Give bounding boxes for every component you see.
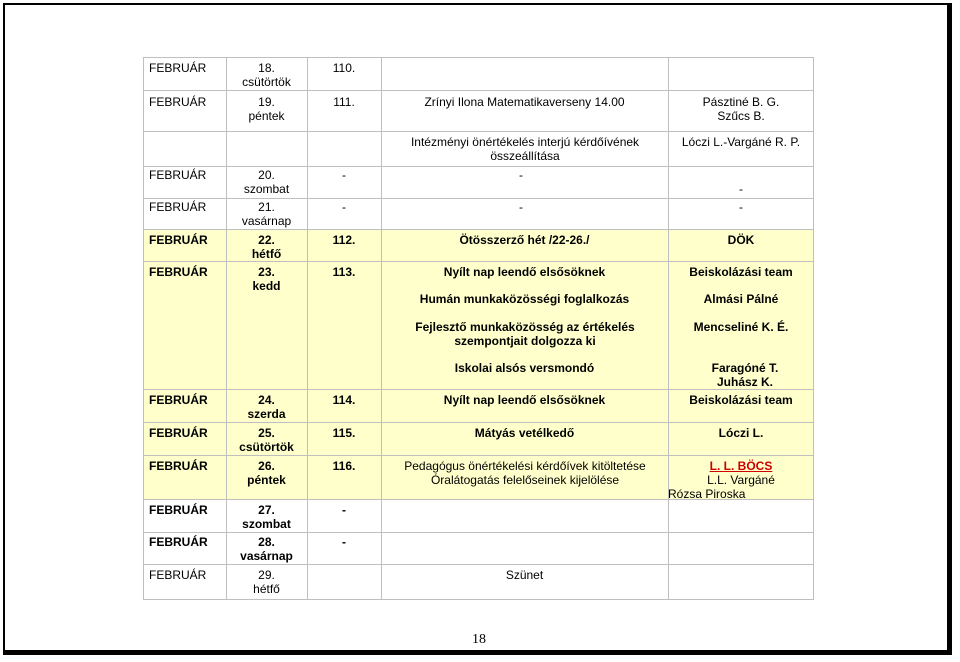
event-number: - — [342, 535, 346, 549]
event-text: Ötösszerző hét /22-26./ — [459, 233, 590, 247]
event-text: Humán munkaközösségi foglalkozás — [419, 292, 630, 306]
row-divider — [143, 389, 814, 390]
responsible-text: L.L. Vargáné — [707, 473, 775, 487]
event-text: Intézményi önértékelés interjú kérdőívének összeállítása — [410, 135, 640, 163]
weekday-cell: csütörtök — [239, 440, 294, 454]
event-number: - — [342, 168, 346, 182]
event-text: Szünet — [505, 568, 544, 582]
weekday-cell: szombat — [243, 182, 290, 196]
responsible-text: DÖK — [727, 233, 755, 247]
day-cell: 20. — [258, 168, 275, 182]
day-cell: 21. — [258, 200, 275, 214]
responsible-text: - — [739, 182, 743, 196]
event-number: 113. — [332, 265, 356, 279]
event-number: 114. — [332, 393, 356, 407]
month-cell: FEBRUÁR — [149, 233, 208, 247]
weekday-cell: szombat — [242, 517, 291, 531]
month-cell: FEBRUÁR — [149, 568, 207, 582]
responsible-text: L. L. BÖCS — [709, 459, 773, 473]
event-text: Iskolai alsós versmondó — [454, 361, 595, 375]
row-divider — [143, 455, 814, 456]
responsible-text: Lóczi L.-Vargáné R. P. — [681, 135, 801, 149]
row-divider — [143, 166, 814, 167]
month-cell: FEBRUÁR — [149, 95, 207, 109]
responsible-text: Szűcs B. — [717, 109, 765, 123]
day-cell: 26. — [258, 459, 275, 473]
month-cell: FEBRUÁR — [149, 168, 207, 182]
event-text: Pedagógus önértékelési kérdőívek kitöltetése Óralátogatás felelőseinek kijelölése — [404, 459, 646, 487]
event-number: - — [342, 503, 346, 517]
row-divider — [143, 90, 814, 91]
row-divider — [143, 198, 814, 199]
weekday-cell: kedd — [252, 279, 281, 293]
responsible-text: Beiskolázási team — [689, 393, 793, 407]
day-cell: 23. — [258, 265, 275, 279]
weekday-cell: hétfő — [253, 582, 280, 596]
row-divider — [143, 229, 814, 230]
page-number: 18 — [472, 632, 486, 647]
event-number: 116. — [332, 459, 356, 473]
event-number: 115. — [332, 426, 356, 440]
event-number: 112. — [332, 233, 356, 247]
month-cell: FEBRUÁR — [149, 535, 208, 549]
row-divider — [143, 261, 814, 262]
responsible-text: Mencseliné K. É. — [693, 320, 789, 334]
month-cell: FEBRUÁR — [149, 61, 207, 75]
responsible-text: Beiskolázási team — [689, 265, 793, 279]
row-divider — [143, 422, 814, 423]
day-cell: 28. — [258, 535, 275, 549]
month-cell: FEBRUÁR — [149, 200, 207, 214]
event-text: Mátyás vetélkedő — [474, 426, 575, 440]
weekday-cell: péntek — [248, 109, 285, 123]
month-cell: FEBRUÁR — [149, 393, 208, 407]
day-cell: 27. — [258, 503, 275, 517]
responsible-text: Almási Pálné — [703, 292, 779, 306]
day-cell: 18. — [258, 61, 275, 75]
column-divider — [381, 57, 382, 600]
weekday-cell: csütörtök — [242, 75, 291, 89]
row-divider — [143, 564, 814, 565]
day-cell: 25. — [258, 426, 275, 440]
responsible-text: Pásztiné B. G. — [702, 95, 780, 109]
day-cell: 24. — [258, 393, 275, 407]
row-divider — [143, 532, 814, 533]
weekday-cell: vasárnap — [241, 214, 292, 228]
event-number: - — [342, 200, 346, 214]
weekday-cell: szerda — [247, 407, 286, 421]
weekday-cell: hétfő — [251, 247, 282, 261]
month-cell: FEBRUÁR — [149, 426, 208, 440]
month-cell: FEBRUÁR — [149, 503, 208, 517]
responsible-text: Rózsa Piroska — [668, 487, 746, 501]
month-cell: FEBRUÁR — [149, 459, 208, 473]
event-text: Zrínyi Ilona Matematikaverseny 14.00 — [424, 95, 625, 109]
column-divider — [307, 57, 308, 600]
row-divider — [143, 131, 814, 132]
event-text: Fejlesztő munkaközösség az értékelés szempontjait dolgozza ki — [415, 320, 635, 348]
responsible-text: Faragóné T. Juhász K. — [711, 361, 779, 389]
day-cell: 19. — [258, 95, 275, 109]
event-text: - — [519, 200, 523, 214]
weekday-cell: vasárnap — [240, 549, 293, 563]
weekday-cell: péntek — [247, 473, 286, 487]
event-number: 110. — [332, 61, 356, 75]
responsible-text: - — [739, 200, 743, 214]
day-cell: 29. — [258, 568, 275, 582]
month-cell: FEBRUÁR — [149, 265, 208, 279]
event-text: Nyílt nap leendő elsősöknek — [443, 393, 606, 407]
day-cell: 22. — [258, 233, 275, 247]
event-number: 111. — [333, 95, 355, 109]
event-text: - — [519, 168, 523, 182]
event-text: Nyílt nap leendő elsősöknek — [443, 265, 606, 279]
responsible-text: Lóczi L. — [718, 426, 764, 440]
